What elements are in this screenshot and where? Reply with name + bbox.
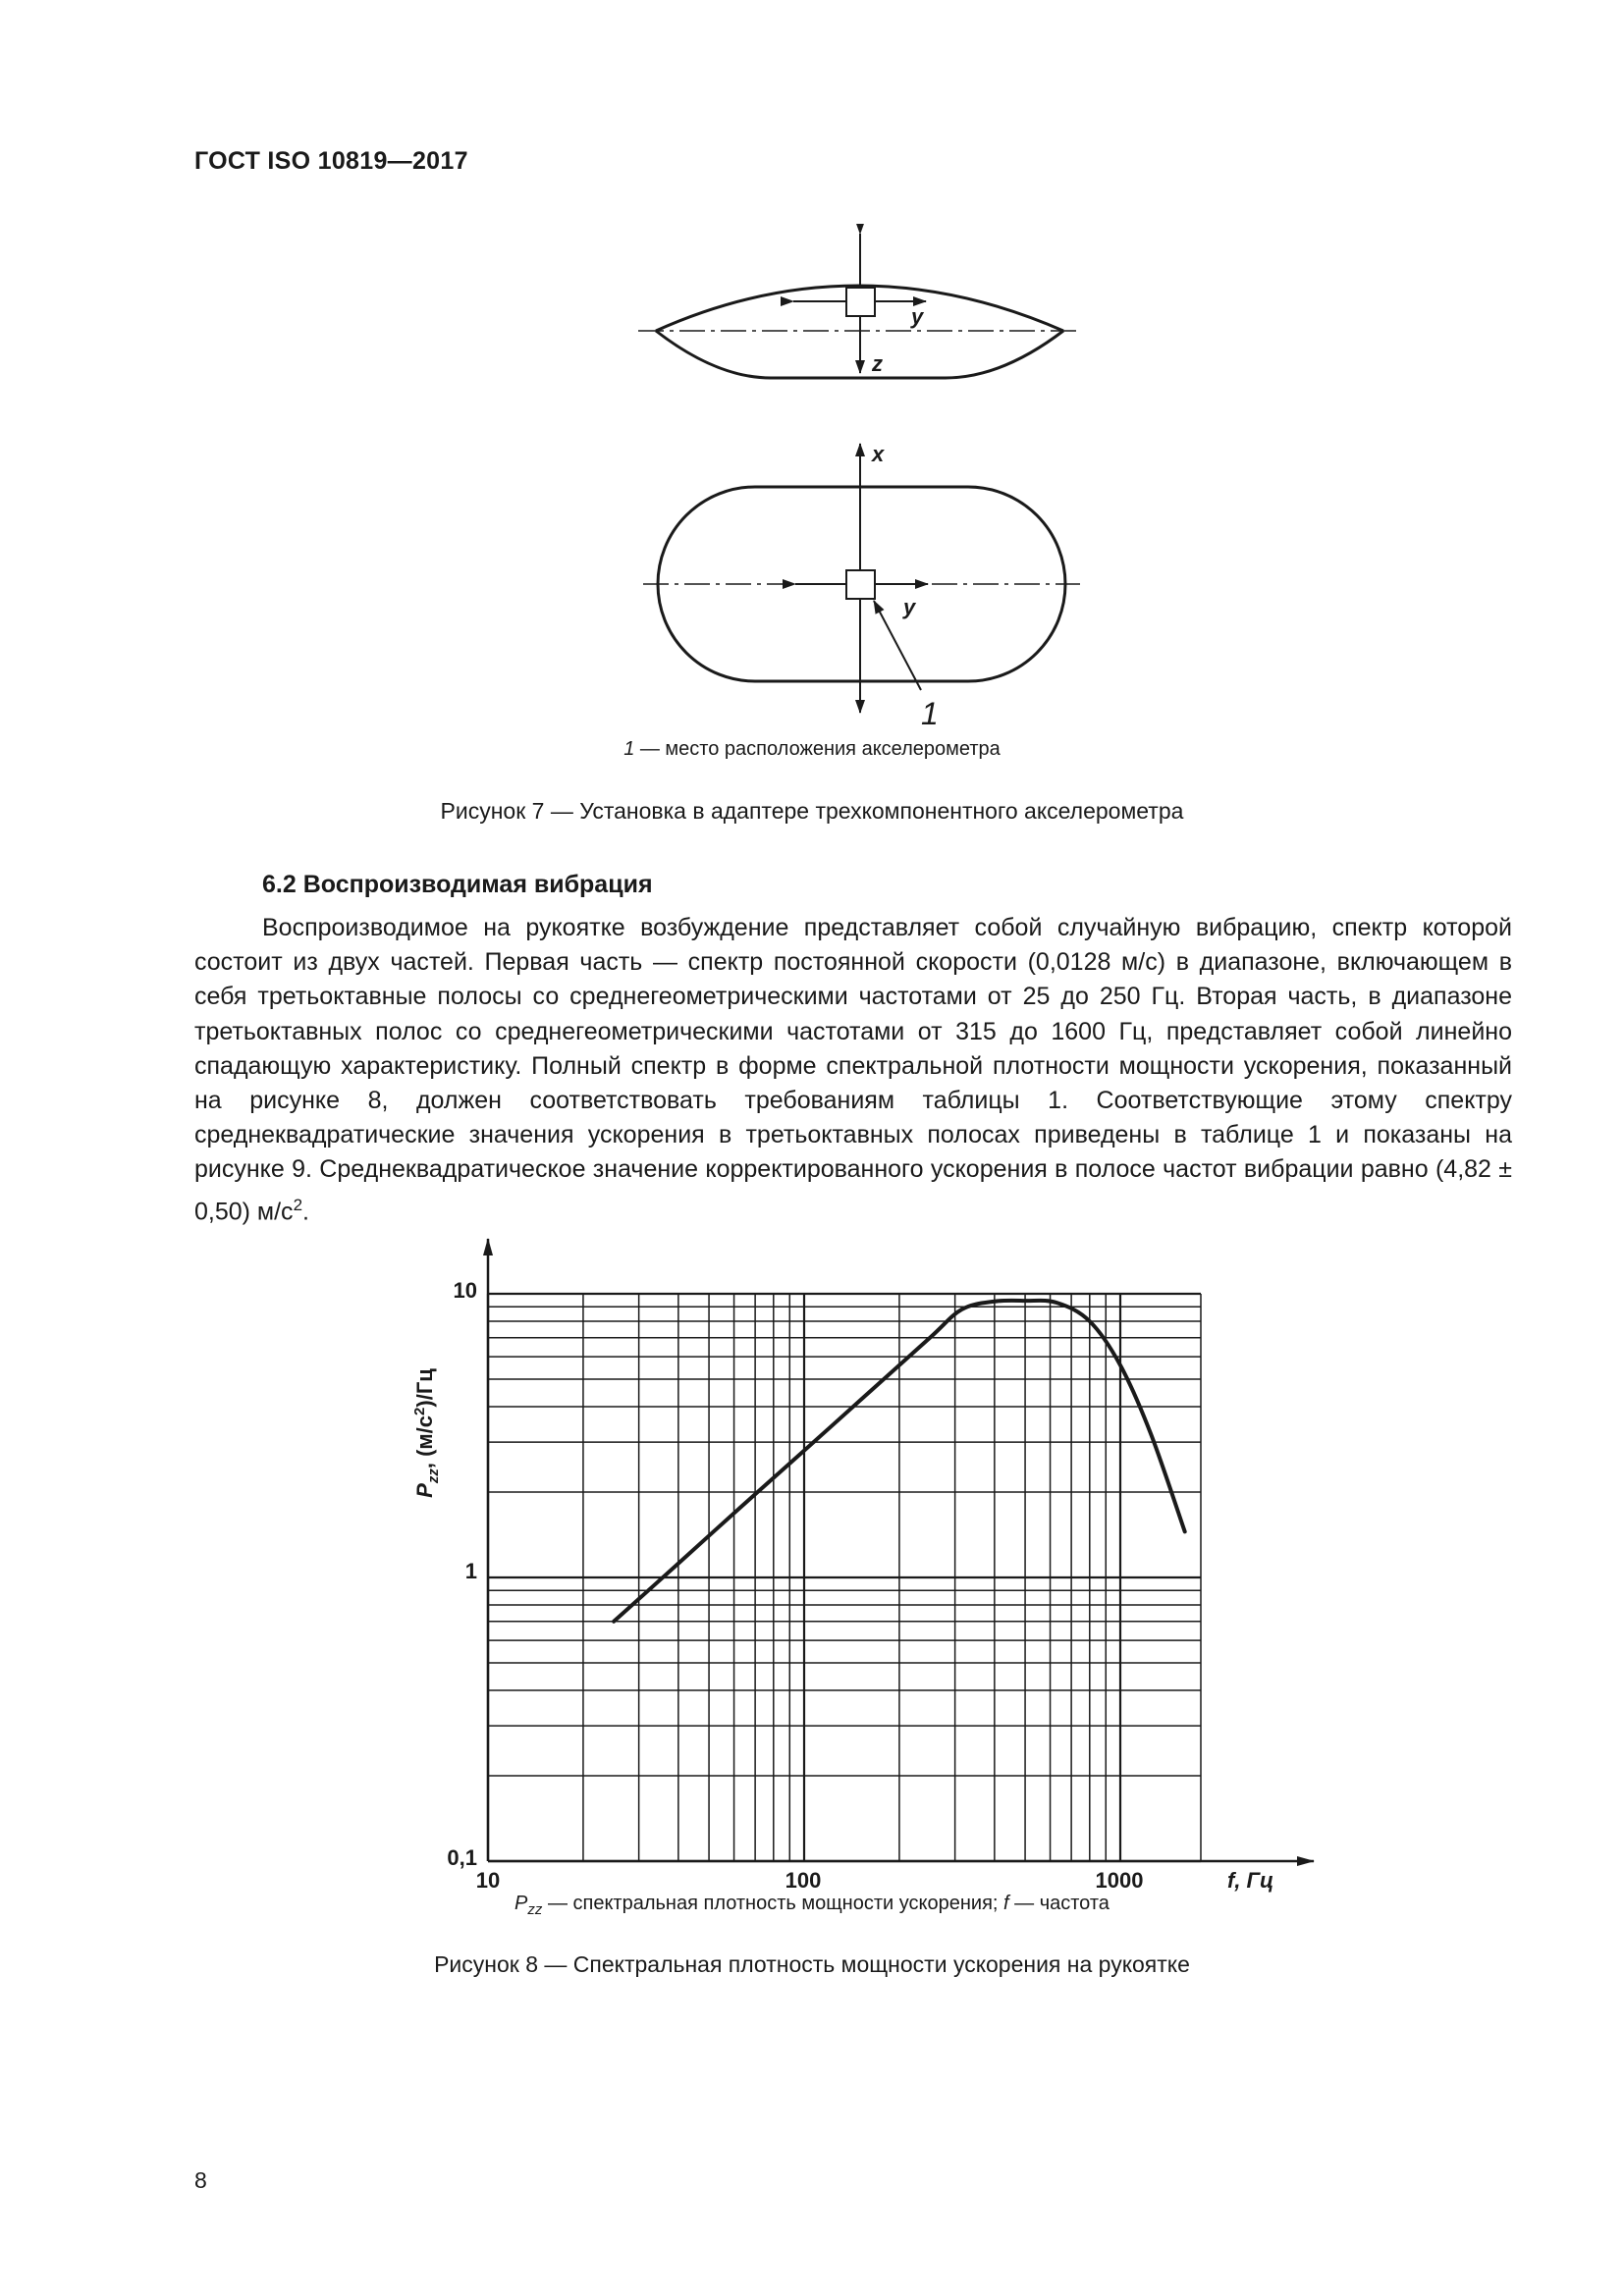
top-view-y-label: y (903, 595, 916, 619)
x-tick-label-100: 100 (785, 1868, 822, 1893)
x-tick-label-10: 10 (475, 1868, 501, 1893)
side-view-y-label: y (911, 304, 924, 329)
section-heading: 6.2 Воспроизводимая вибрация (262, 871, 653, 898)
legend-subscript: zz (527, 1901, 543, 1918)
x-tick-label-1000: 1000 (1095, 1868, 1144, 1893)
y-tick-label-1: 1 (464, 1559, 477, 1583)
paragraph-end: . (302, 1197, 309, 1225)
chart-grid (488, 1294, 1201, 1861)
x-axis-label: f, Гц (1227, 1868, 1274, 1893)
figure-8-chart (393, 1217, 1335, 1904)
document-header: ГОСТ ISO 10819—2017 (194, 147, 468, 175)
y-axis-label: $P_{zz}$, $(м/с^2)/Гц$ (411, 1368, 442, 1498)
paragraph-text: Воспроизводимое на рукоятке возбуждение представляет собой случайную вибрацию, спектр которой состоит из двух частей. Первая часть — спектр постоянной скорости (0,0128 м/с) в диапазоне, включающем в себя третьоктавные полосы со среднегеометрическими частотами от 25 до 250 Гц. Вторая часть, в диапазоне третьоктавных полос со среднегеометрическими частотами от 315 до 1600 Гц, представляет собой линейно спадающую характеристику. Полный спектр в форме спектральной плотности мощности ускорения, показанный на рисунке 8, должен соответствовать требованиям таблицы 1. Соответствующие этому спектру среднеквадратические значения ускорения в третьоктавных полосах приведены в таблице 1 и показаны на рисунке 9. Среднеквадратическое значение корректированного ускорения в полосе частот вибрации равно (4,82 ± 0,50) м/с (194, 914, 1512, 1225)
side-view-accelerometer (846, 288, 875, 316)
paragraph-superscript: 2 (293, 1195, 303, 1214)
y-tick-label-10: 10 (453, 1278, 477, 1303)
legend-symbol: P (514, 1893, 528, 1914)
legend-number: 1 (623, 738, 635, 760)
figure-7-legend (0, 738, 1624, 761)
legend-text-2: — частота (1008, 1893, 1110, 1914)
legend-f: f (1003, 1893, 1009, 1914)
side-view-z-label: z (872, 351, 883, 376)
figure-7-diagram (589, 224, 1139, 734)
legend-text: — место расположения акселерометра (634, 738, 1001, 760)
section-paragraph (194, 911, 1512, 1229)
top-view-x-label: x (872, 442, 885, 466)
figure-7-caption: Рисунок 7 — Установка в адаптере трехкомпонентного акселерометра (440, 798, 1184, 824)
figure-8-caption: Рисунок 8 — Спектральная плотность мощности ускорения на рукоятке (434, 1951, 1190, 1977)
figure-8-legend (0, 1893, 1624, 1918)
y-tick-label-0-1: 0,1 (447, 1845, 477, 1870)
callout-number: 1 (921, 696, 939, 731)
legend-text-1: — спектральная плотность мощности ускорения; (542, 1893, 1004, 1914)
page-number: 8 (194, 2167, 207, 2193)
top-view-accelerometer (846, 570, 875, 599)
